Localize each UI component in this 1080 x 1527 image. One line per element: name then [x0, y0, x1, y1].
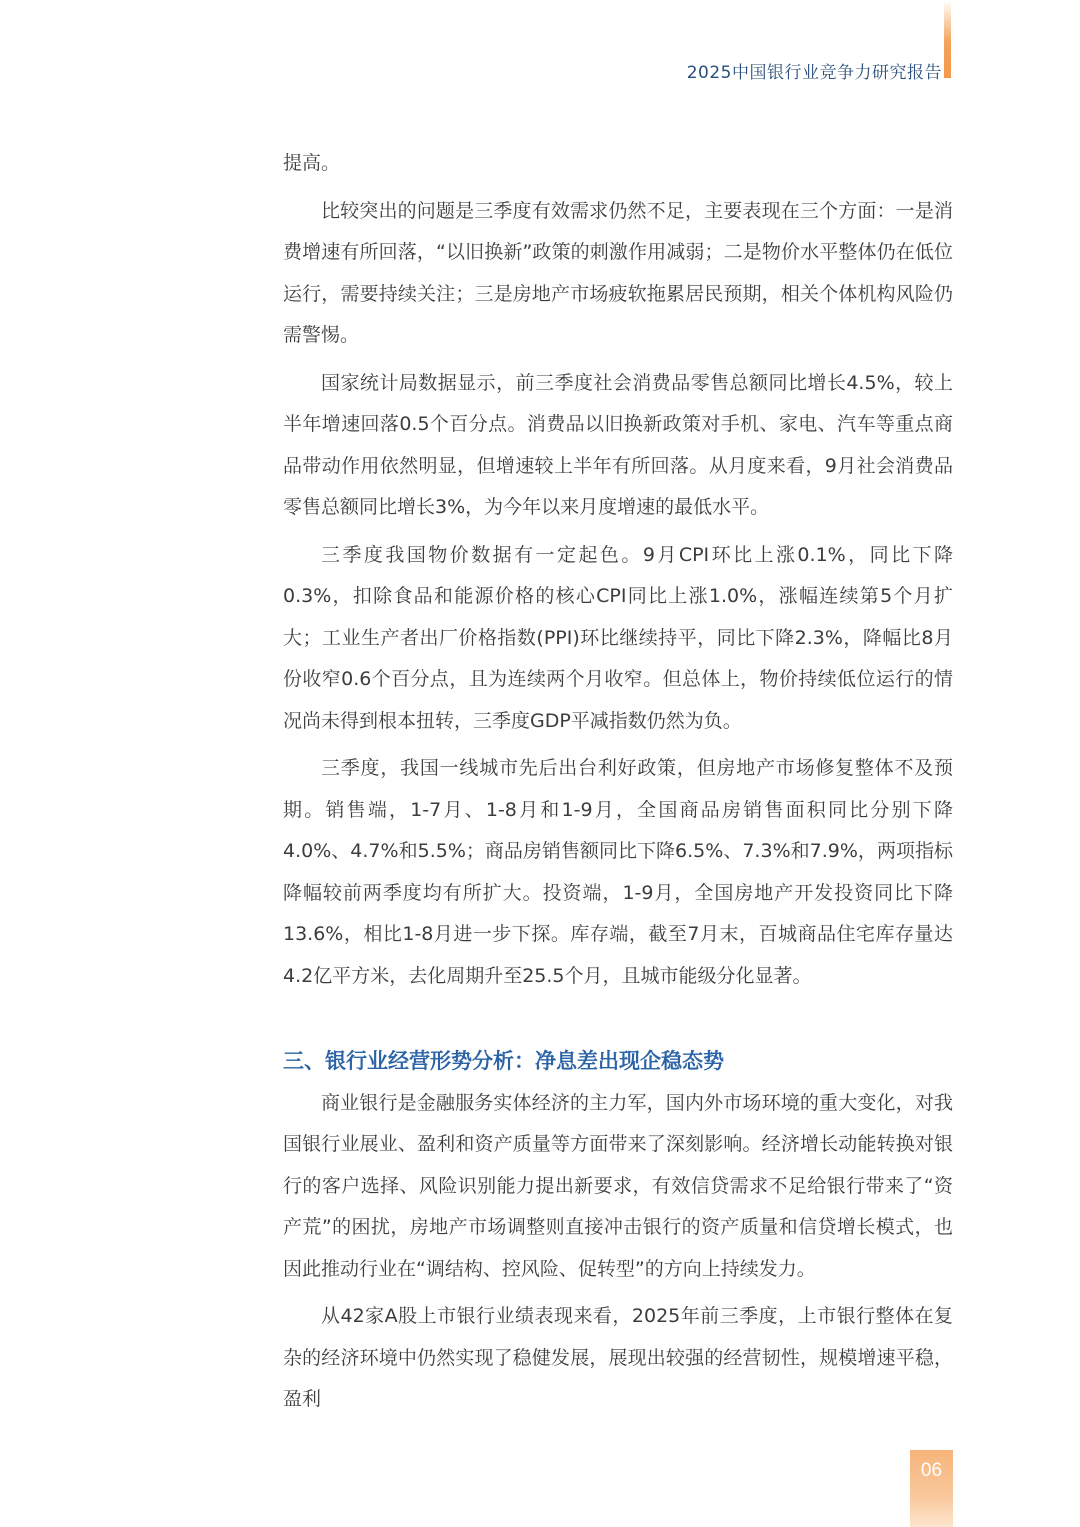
header-accent-bar: [944, 0, 951, 78]
paragraph-real-estate: 三季度，我国一线城市先后出台利好政策，但房地产市场修复整体不及预期。销售端，1-7月、1-8月和1-9月，全国商品房销售面积同比分别下降4.0%、4.7%和5.5%；商品房销售额同比下降6.5%、7.3%和7.9%，两项指标降幅较前两季度均有所扩大。投资端，1-9月，全国房地产开发投资同比下降13.6%，相比1-8月进一步下探。库存端，截至7月末，百城商品住宅库存量达4.2亿平方米，去化周期升至25.5个月，且城市能级分化显著。: [283, 757, 953, 987]
paragraph-demand-issues: 比较突出的问题是三季度有效需求仍然不足，主要表现在三个方面：一是消费增速有所回落，“以旧换新”政策的刺激作用减弱；二是物价水平整体仍在低位运行，需要持续关注；三是房地产市场疲软拖累居民预期，相关个体机构风险仍需警惕。: [283, 199, 953, 346]
paragraph-continuation: 提高。: [283, 152, 341, 174]
paragraph-retail-sales: 国家统计局数据显示，前三季度社会消费品零售总额同比增长4.5%，较上半年增速回落0.5个百分点。消费品以旧换新政策对手机、家电、汽车等重点商品带动作用依然明显，但增速较上半年有所回落。从月度来看，9月社会消费品零售总额同比增长3%，为今年以来月度增速的最低水平。: [283, 371, 953, 518]
paragraph-listed-banks: 从42家A股上市银行业绩表现来看，2025年前三季度，上市银行整体在复杂的经济环境中仍然实现了稳健发展，展现出较强的经营韧性，规模增速平稳，盈利: [283, 1305, 953, 1410]
report-header-title: 2025中国银行业竞争力研究报告: [686, 63, 942, 83]
section-heading: 三、银行业经营形势分析：净息差出现企稳态势: [283, 1049, 724, 1073]
page-number: 06: [920, 1460, 943, 1481]
page-number-tab: [910, 1450, 953, 1527]
paragraph-price-data: 三季度我国物价数据有一定起色。9月CPI环比上涨0.1%，同比下降0.3%，扣除食品和能源价格的核心CPI同比上涨1.0%，涨幅连续第5个月扩大；工业生产者出厂价格指数(PPI)环比继续持平，同比下降2.3%，降幅比8月份收窄0.6个百分点，且为连续两个月收窄。但总体上，物价持续低位运行的情况尚未得到根本扭转，三季度GDP平减指数仍然为负。: [283, 543, 953, 732]
page-body: [283, 143, 953, 1421]
paragraph-banking-environment: 商业银行是金融服务实体经济的主力军，国内外市场环境的重大变化，对我国银行业展业、盈利和资产质量等方面带来了深刻影响。经济增长动能转换对银行的客户选择、风险识别能力提出新要求，有效信贷需求不足给银行带来了“资产荒”的困扰，房地产市场调整则直接冲击银行的资产质量和信贷增长模式，也因此推动行业在“调结构、控风险、促转型”的方向上持续发力。: [283, 1091, 953, 1280]
